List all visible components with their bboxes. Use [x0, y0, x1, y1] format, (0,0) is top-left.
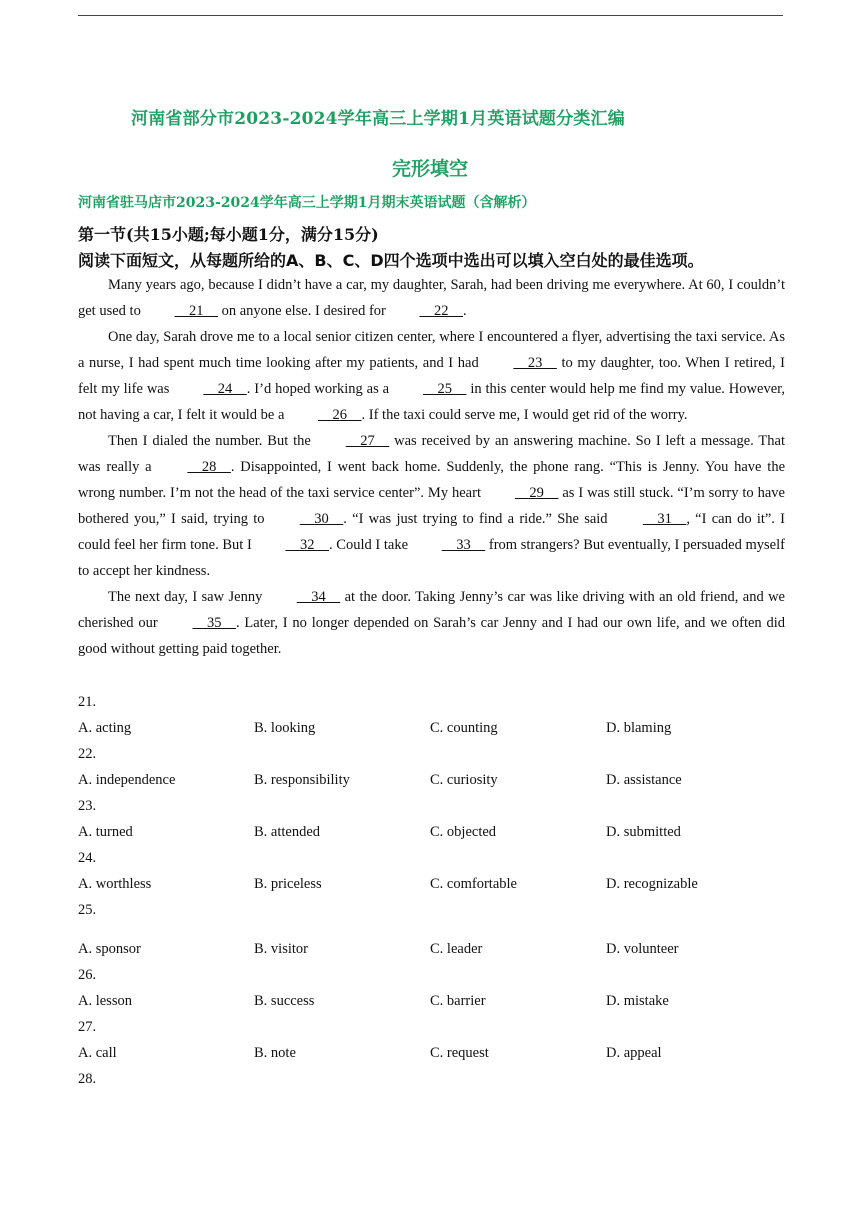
option-b: B. visitor [254, 941, 308, 957]
paragraph-4 [78, 584, 785, 662]
text-run: as I was still stuck. “I’m sorry to have bothered you,” I said, trying to [78, 485, 785, 527]
question-number: 27. [78, 1019, 97, 1035]
text-run: was received by an answering machine. So I left a message. That was really a [78, 433, 786, 475]
option-b: B. looking [254, 720, 316, 736]
text-run: , “I can do it”. I could feel her firm tone. But I [78, 511, 786, 553]
text-run: at the door. Taking Jenny’s car was like driving with an old friend, and we cherished our [78, 589, 785, 631]
text-run: from strangers? But eventually, I persuaded myself to accept her kindness. [78, 537, 785, 579]
option-a: A. lesson [78, 993, 132, 1009]
question-number: 25. [78, 902, 97, 918]
section-heading: 第一节(共15小题;每小题1分，满分15分) [78, 225, 379, 244]
text-run: . Could I take [328, 537, 412, 553]
option-c: C. counting [430, 720, 498, 736]
text-run: . “I was just trying to find a ride.” She said [343, 511, 613, 527]
option-b: B. attended [254, 824, 321, 840]
option-b: B. success [254, 993, 315, 1009]
text-run: The next day, I saw Jenny [108, 589, 267, 605]
blank-27: 27 [345, 433, 390, 449]
blank-34: 34 [296, 589, 341, 605]
option-row [78, 1040, 785, 1066]
option-row [78, 871, 785, 897]
option-row [78, 988, 785, 1014]
blank-21: 21 [174, 303, 218, 319]
blank-25: 25 [422, 381, 467, 397]
header-rule [78, 15, 783, 16]
option-row [78, 715, 785, 741]
option-d: D. volunteer [606, 941, 679, 957]
option-row [78, 936, 785, 962]
question-list [78, 689, 785, 1092]
question-number: 26. [78, 967, 97, 983]
blank-30: 30 [299, 511, 344, 527]
question-number: 28. [78, 1071, 97, 1087]
option-d: D. appeal [606, 1045, 662, 1061]
option-a: A. turned [78, 824, 133, 840]
question-number: 24. [78, 850, 97, 866]
question-number: 22. [78, 746, 97, 762]
blank-22: 22 [419, 303, 463, 319]
blank-23: 23 [513, 355, 557, 371]
text-run: . I’d hoped working as a [246, 381, 393, 397]
paragraph-1 [78, 272, 785, 324]
option-d: D. submitted [606, 824, 681, 840]
option-d: D. recognizable [606, 876, 698, 892]
option-b: B. priceless [254, 876, 322, 892]
option-c: C. comfortable [430, 876, 517, 892]
instruction-text: 阅读下面短文，从每题所给的A、B、C、D四个选项中选出可以填入空白处的最佳选项。 [78, 251, 704, 270]
option-a: A. call [78, 1045, 117, 1061]
blank-24: 24 [203, 381, 247, 397]
paragraph-3 [78, 428, 785, 584]
text-run: to my daughter, too. When I retired, I felt my life was [78, 355, 785, 397]
blank-33: 33 [441, 537, 486, 553]
option-c: C. objected [430, 824, 497, 840]
text-run: in this center would help me find my value. However, not having a car, I felt it would be a [78, 381, 785, 423]
option-a: A. worthless [78, 876, 152, 892]
source-title: 河南省驻马店市2023-2024学年高三上学期1月期末英语试题（含解析） [78, 195, 536, 211]
text-run: . Disappointed, I went back home. Suddenly, the phone rang. “This is Jenny. You have the wrong number. I’m not the head of the taxi service center”. My heart [78, 459, 786, 501]
option-a: A. acting [78, 720, 132, 736]
option-row [78, 819, 785, 845]
section-title: 完形填空 [391, 158, 468, 180]
option-c: C. leader [430, 941, 483, 957]
blank-26: 26 [318, 407, 362, 423]
option-c: C. request [430, 1045, 489, 1061]
text-run: on anyone else. I desired for [217, 303, 390, 319]
option-row [78, 767, 785, 793]
text-run: One day, Sarah drove me to a local senior citizen center, where I encountered a flyer, advertising the taxi service. As a nurse, I had spent much time looking after my patients, and I had [78, 329, 785, 371]
option-d: D. assistance [606, 772, 682, 788]
blank-35: 35 [192, 615, 236, 631]
cloze-passage [78, 272, 785, 662]
option-c: C. barrier [430, 993, 486, 1009]
text-run: Then I dialed the number. But the [108, 433, 316, 449]
text-run: . If the taxi could serve me, I would get rid of the worry. [361, 407, 688, 423]
option-b: B. note [254, 1045, 296, 1061]
option-d: D. mistake [606, 993, 669, 1009]
option-c: C. curiosity [430, 772, 498, 788]
question-number: 23. [78, 798, 97, 814]
option-b: B. responsibility [254, 772, 350, 788]
blank-29: 29 [514, 485, 559, 501]
blank-28: 28 [187, 459, 231, 475]
document-title: 河南省部分市2023-2024学年高三上学期1月英语试题分类汇编 [131, 109, 625, 129]
text-run: . Later, I no longer depended on Sarah’s car Jenny and I had our own life, and we often did good without getting paid together. [78, 615, 785, 657]
blank-31: 31 [642, 511, 687, 527]
text-run: Many years ago, because I didn’t have a car, my daughter, Sarah, had been driving me everywhere. At 60, I couldn’t get used to [78, 277, 785, 319]
option-d: D. blaming [606, 720, 672, 736]
question-number: 21. [78, 694, 97, 710]
option-a: A. independence [78, 772, 176, 788]
paragraph-2 [78, 324, 785, 428]
option-a: A. sponsor [78, 941, 141, 957]
text-run: . [462, 303, 467, 319]
blank-32: 32 [285, 537, 329, 553]
